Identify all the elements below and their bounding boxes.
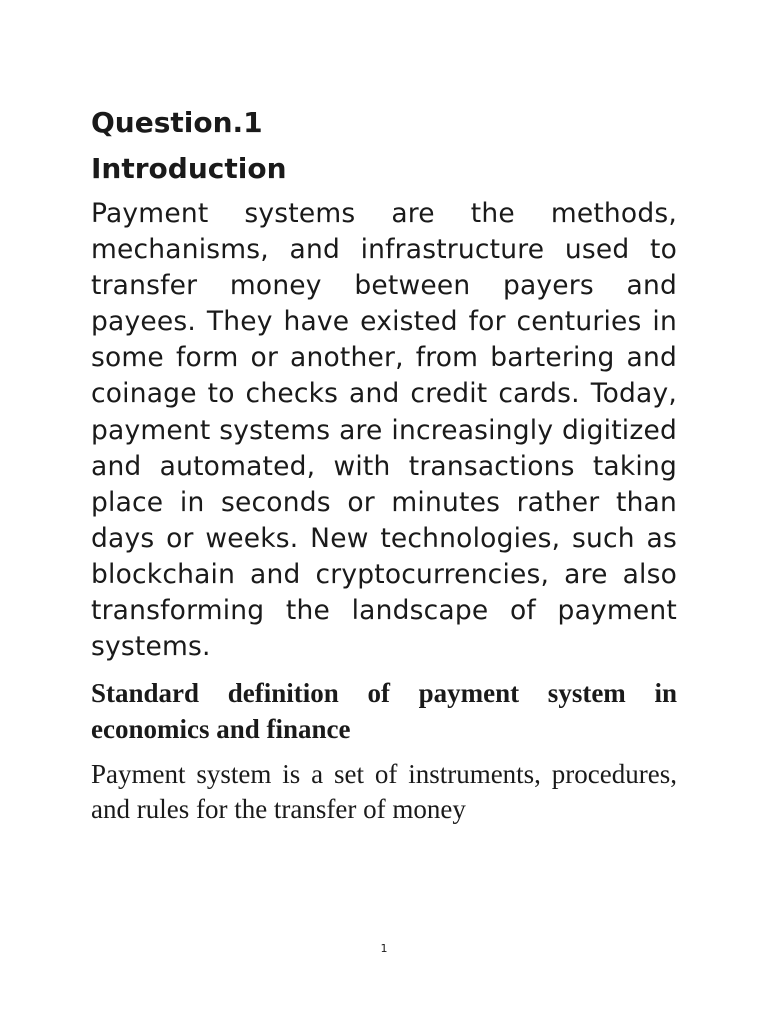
definition-heading: Standard definition of payment system in economics and finance <box>91 678 677 745</box>
question-heading: Question.1 <box>91 106 263 139</box>
definition-paragraph: Payment system is a set of instruments, procedures, and rules for the transfer of money <box>91 759 677 825</box>
intro-paragraph: Payment systems are the methods, mechanisms, and infrastructure used to transfer money between payers and payees. They have existed for centuries in some form or another, from bartering and coinage to checks and credit cards. Today, payment systems are increasingly digitized and automated, with transactions taking place in seconds or minutes rather than days or weeks. New technologies, such as blockchain and cryptocurrencies, are also transforming the landscape of payment systems. <box>91 198 677 663</box>
section-heading: Introduction <box>91 152 287 185</box>
page-number: 1 <box>380 942 388 955</box>
document-page <box>91 104 677 827</box>
